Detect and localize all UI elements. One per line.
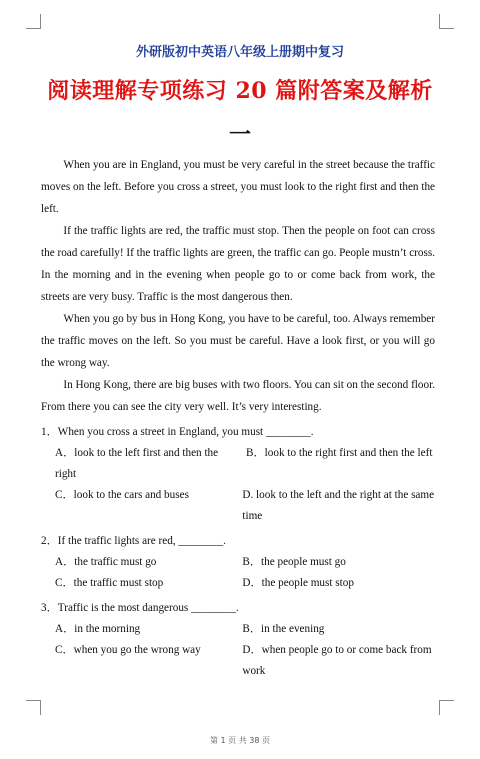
option-d: D. look to the left and the right at the same time: [242, 489, 435, 522]
option-row: [41, 640, 435, 682]
page-number-footer: 第 1 页 共 38 页: [210, 736, 270, 745]
document-title-line2: 一: [228, 122, 251, 148]
passage-paragraph: If the traffic lights are red, the traffic must stop. Then the people on foot can cross the road carefully! If the traffic lights are green, the traffic can go. People mustn’t cross. In the morning and in the evening when people go to or come back from work, the streets are very busy. Traffic is the most dangerous then.: [41, 225, 435, 303]
document-subtitle: 外研版初中英语八年级上册期中复习: [135, 45, 344, 60]
question-stem: 3．Traffic is the most dangerous ________.: [41, 602, 239, 614]
crop-mark-bottom-right: [439, 700, 454, 715]
question-stem: 1．When you cross a street in England, you must ________.: [41, 426, 314, 438]
crop-mark-top-left: [26, 14, 41, 29]
document-title: 阅读理解专项练习 20 篇附答案及解析: [47, 78, 433, 104]
crop-mark-top-right: [439, 14, 454, 29]
document-body: [41, 154, 435, 682]
passage-paragraph: In Hong Kong, there are big buses with two floors. You can sit on the second floor. From there you can see the city very well. It’s very interesting.: [41, 379, 435, 413]
option-row: [41, 573, 435, 594]
option-a: A．in the morning: [55, 623, 141, 635]
option-d: D．when people go to or come back from work: [242, 644, 432, 677]
passage-paragraph: When you go by bus in Hong Kong, you have to be careful, too. Always remember the traffic moves on the left. So you must be careful. Have a look first, or you will go the wrong way.: [41, 313, 435, 369]
option-b: B．look to the right first and then the left: [246, 447, 433, 459]
option-row: [41, 552, 435, 573]
question-stem: 2．If the traffic lights are red, ________.: [41, 535, 226, 547]
option-c: C．when you go the wrong way: [55, 644, 201, 656]
option-d: D．the people must stop: [242, 577, 354, 589]
passage-paragraph: When you are in England, you must be very careful in the street because the traffic moves on the left. Before you cross a street, you must look to the right first and then the left.: [41, 159, 435, 215]
option-row: [41, 619, 435, 640]
option-a: A．look to the left first and then the right: [55, 447, 219, 480]
crop-mark-bottom-left: [26, 700, 41, 715]
option-c: C．look to the cars and buses: [55, 489, 189, 501]
option-b: B．the people must go: [242, 556, 346, 568]
option-a: A．the traffic must go: [55, 556, 157, 568]
option-b: B．in the evening: [242, 623, 325, 635]
option-c: C．the traffic must stop: [55, 577, 164, 589]
option-row: [41, 443, 435, 485]
option-row: [41, 485, 435, 527]
